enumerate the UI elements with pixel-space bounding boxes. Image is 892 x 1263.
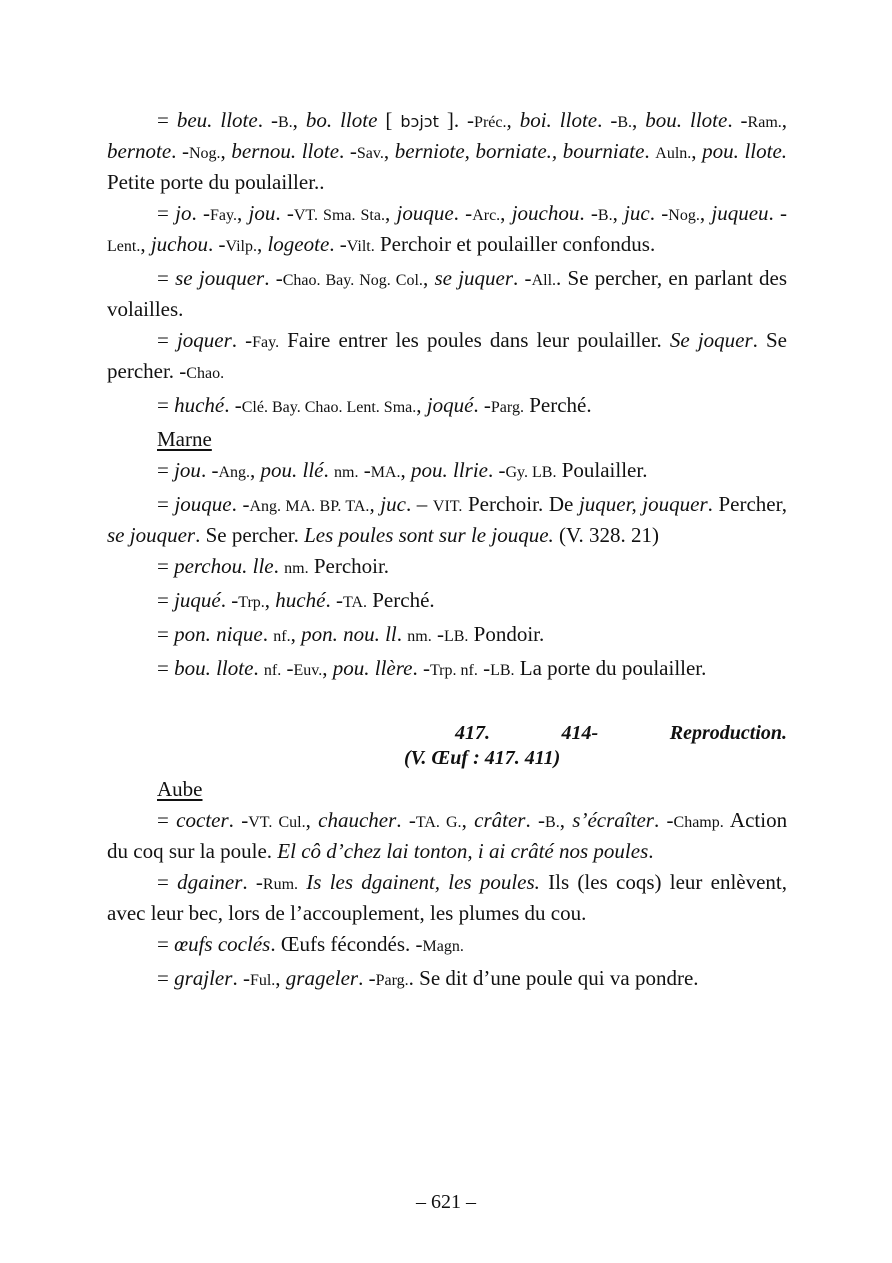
locality-abbr: LB.: [443, 628, 469, 645]
dialect-word: huché: [275, 588, 326, 612]
locality-abbr: Fay.: [210, 207, 237, 224]
text: ,: [290, 622, 302, 646]
text: . -: [207, 232, 226, 256]
text: ,: [559, 808, 573, 832]
text: . -: [231, 328, 253, 352]
section-title-reference: (V. Œuf : 417. 411): [404, 747, 561, 769]
text: . -: [597, 108, 618, 132]
dialect-word: pon. nou. ll: [301, 622, 397, 646]
text: =: [157, 492, 175, 516]
entry-se-percher: [107, 264, 787, 323]
locality-abbr: VIT.: [432, 498, 463, 515]
entry-poulailler: [107, 456, 787, 487]
entry-dgainer: [107, 868, 787, 927]
grammar-abbr: nm.: [407, 628, 432, 645]
entry-perchoulle: [107, 552, 787, 583]
text: . -: [200, 458, 219, 482]
dialect-word: bernou. llote: [231, 139, 340, 163]
dialect-word: joquer: [176, 328, 232, 352]
heading-marne: Marne: [157, 427, 212, 451]
locality-abbr: Chao.: [186, 365, 225, 382]
text: . -: [487, 458, 506, 482]
locality-abbr: Auln.: [655, 145, 692, 162]
dialect-word: perchou. lle: [174, 554, 274, 578]
locality-abbr: Préc.: [474, 114, 507, 131]
text: =: [157, 108, 177, 132]
dialect-word: bernote: [107, 139, 172, 163]
dialect-word: logeote: [267, 232, 330, 256]
dialect-word: se jouquer: [175, 266, 265, 290]
dialect-word: jo: [175, 201, 192, 225]
example-sentence: El cô d’chez lai tonton, i ai crâté nos poules: [277, 839, 649, 863]
definition: Perchoir. De: [462, 492, 579, 516]
text: . -: [358, 966, 376, 990]
text: =: [157, 966, 175, 990]
locality-abbr: TA.: [342, 594, 367, 611]
text: -: [281, 656, 294, 680]
text: . -: [768, 201, 788, 225]
text: . –: [405, 492, 433, 516]
dialect-word: se juquer: [434, 266, 514, 290]
grammar-abbr: nm.: [334, 464, 359, 481]
dialect-word: pou. llère: [332, 656, 413, 680]
definition: . Œufs fécondés. -: [270, 932, 423, 956]
locality-abbr: Clé. Bay. Chao. Lent. Sma.: [241, 399, 417, 416]
dialect-word: juc: [624, 201, 650, 225]
text: ,: [275, 966, 286, 990]
dialect-word: juqueu: [711, 201, 769, 225]
text: .: [253, 656, 264, 680]
dialect-word: dgainer: [177, 870, 243, 894]
text: ,: [691, 139, 703, 163]
locality-abbr: Magn.: [422, 938, 464, 955]
text: =: [157, 266, 176, 290]
definition: Ils (les coqs) leur enlèvent, avec leur bec, lors de l’accouplement, les plumes du cou.: [107, 870, 788, 925]
text: . -: [325, 588, 343, 612]
text: =: [157, 554, 175, 578]
locality-abbr: LB.: [490, 662, 515, 679]
locality-abbr: Gy. LB.: [505, 464, 557, 481]
text: .: [648, 839, 654, 863]
dialect-word: joqué: [426, 393, 474, 417]
text: -: [358, 458, 371, 482]
locality-abbr: Ram.: [747, 114, 782, 131]
entry-joquer: [107, 326, 787, 388]
text: ,: [400, 458, 411, 482]
text: . -: [453, 201, 473, 225]
definition: Perchoir.: [308, 554, 390, 578]
text: . -: [264, 266, 283, 290]
definition: Perché.: [523, 393, 592, 417]
locality-abbr: Trp. nf.: [429, 662, 478, 679]
text: =: [157, 588, 175, 612]
dialect-word: , boi. llote: [506, 108, 598, 132]
locality-abbr: Vilp.: [225, 238, 257, 255]
locality-abbr: Trp.: [238, 594, 265, 611]
text: -: [477, 656, 491, 680]
locality-abbr: Ang. MA. BP. TA.: [249, 498, 370, 515]
text: .: [262, 622, 274, 646]
entry-perche: [107, 391, 787, 422]
text: . -: [171, 139, 189, 163]
text: ,: [256, 232, 268, 256]
entry-oeufs-cocles: [107, 930, 787, 961]
definition: Poulailler.: [556, 458, 648, 482]
section-number: 417.: [455, 722, 490, 744]
cross-reference: (V. 328. 21): [553, 523, 659, 547]
text: . -: [220, 588, 239, 612]
dialect-word: juquer, jouquer: [578, 492, 708, 516]
dialect-word: s’écraîter: [572, 808, 654, 832]
text: -: [431, 622, 444, 646]
dialect-word: se jouquer: [107, 523, 196, 547]
text: . -: [412, 656, 430, 680]
dialect-word: berniote, borniate., bourniate: [394, 139, 645, 163]
locality-abbr: B.: [545, 814, 560, 831]
text: ,: [322, 656, 333, 680]
text: =: [157, 932, 175, 956]
page-number: – 621 –: [416, 1191, 476, 1213]
locality-abbr: Fay.: [252, 334, 280, 351]
locality-abbr: Parg.: [375, 972, 409, 989]
dialect-word: juchou: [150, 232, 208, 256]
entry-pondoir: [107, 620, 787, 651]
entry-juque: [107, 586, 787, 617]
dialect-word: beu. llote: [176, 108, 258, 132]
text: . -: [329, 232, 347, 256]
entry-jouque: [107, 490, 787, 549]
definition: . Percher,: [707, 492, 788, 516]
text: . -: [525, 808, 546, 832]
text: ,: [781, 108, 788, 132]
dialect-word: jouque: [174, 492, 232, 516]
entry-porte-poulailler: [107, 654, 787, 685]
page-body: [107, 106, 787, 995]
locality-abbr: MA.: [370, 464, 401, 481]
locality-abbr: VT. Cul.: [248, 814, 306, 831]
locality-abbr: Lent.: [107, 238, 141, 255]
text: . -: [473, 393, 491, 417]
definition: Perché.: [367, 588, 435, 612]
dialect-word: jou: [174, 458, 201, 482]
text: . -: [224, 393, 242, 417]
text: =: [157, 656, 175, 680]
text: =: [157, 201, 176, 225]
dialect-word: pou. llrie: [410, 458, 488, 482]
text: ,: [632, 108, 646, 132]
section-title-word: Reproduction.: [669, 722, 788, 744]
text: . -: [232, 966, 250, 990]
locality-abbr: Arc.: [472, 207, 501, 224]
text: . -: [649, 201, 669, 225]
dialect-word: pou. llé: [260, 458, 324, 482]
dialect-word: bou. llote: [174, 656, 254, 680]
dialect-word: jouchou: [511, 201, 580, 225]
locality-abbr: Ang.: [218, 464, 250, 481]
phonetic: bɔjɔt: [400, 112, 439, 131]
definition: Pondoir.: [468, 622, 545, 646]
dialect-word: œufs coclés: [174, 932, 271, 956]
locality-abbr: Rum.: [262, 876, 299, 893]
definition: Petite porte du poulailler..: [107, 170, 325, 194]
locality-abbr: B.: [597, 207, 613, 224]
text: .: [644, 139, 656, 163]
text: [: [377, 108, 401, 132]
text: . -: [653, 808, 674, 832]
dialect-word: cocter: [176, 808, 229, 832]
locality-abbr: Nog.: [188, 145, 221, 162]
text: ,: [236, 201, 249, 225]
example-sentence: Les poules sont sur le jouque.: [304, 523, 554, 547]
text: .: [273, 554, 285, 578]
definition: Action du coq sur la poule.: [107, 808, 788, 863]
definition: Faire entrer les poules dans leur poulailler.: [279, 328, 670, 352]
locality-abbr: B.: [277, 114, 293, 131]
text: =: [157, 328, 177, 352]
text: .: [323, 458, 334, 482]
text: . -: [257, 108, 278, 132]
text: . -: [275, 201, 294, 225]
text: ,: [292, 108, 306, 132]
dialect-word: grajler: [174, 966, 233, 990]
dialect-word: Se joquer: [669, 328, 753, 352]
locality-abbr: Champ.: [673, 814, 724, 831]
dialect-word: bo. llote: [305, 108, 378, 132]
text: . -: [579, 201, 598, 225]
text: .: [396, 622, 408, 646]
subsection-number: 414-: [561, 722, 599, 744]
locality-abbr: Euv.: [293, 662, 323, 679]
text: ,: [384, 201, 397, 225]
locality-abbr: Nog.: [668, 207, 700, 224]
text: ,: [250, 458, 261, 482]
text: =: [157, 808, 177, 832]
text: ,: [500, 201, 512, 225]
grammar-abbr: nf.: [263, 662, 282, 679]
text: . -: [727, 108, 748, 132]
locality-abbr: TA. G.: [415, 814, 462, 831]
text: . -: [228, 808, 249, 832]
dialect-word: bou. llote: [645, 108, 728, 132]
definition: La porte du poulailler.: [514, 656, 707, 680]
entry-grajler: [107, 964, 787, 995]
dialect-word: jou: [248, 201, 276, 225]
dialect-word: juqué: [174, 588, 221, 612]
dialect-word: huché: [174, 393, 225, 417]
text: . -: [396, 808, 416, 832]
text: ,: [612, 201, 625, 225]
text: ,: [461, 808, 475, 832]
text: . -: [191, 201, 210, 225]
locality-abbr: Parg.: [490, 399, 524, 416]
grammar-abbr: nf.: [273, 628, 291, 645]
section-title-line1: [107, 721, 787, 746]
definition: . Se percher. -: [107, 328, 788, 383]
text: =: [157, 458, 175, 482]
dialect-word: crâter: [474, 808, 526, 832]
text: =: [157, 622, 175, 646]
dialect-word: pou. llote.: [702, 139, 788, 163]
locality-abbr: VT. Sma. Sta.: [293, 207, 385, 224]
text: ,: [422, 266, 435, 290]
text: =: [157, 393, 175, 417]
example-sentence: Is les dgainent, les poules.: [306, 870, 540, 894]
text: ]. -: [438, 108, 475, 132]
locality-abbr: All.: [531, 272, 557, 289]
entry-perchoir: [107, 199, 787, 261]
text: ,: [220, 139, 232, 163]
definition: . Se dit d’une poule qui va pondre.: [408, 966, 699, 990]
locality-abbr: Chao. Bay. Nog. Col.: [282, 272, 423, 289]
entry-cocter: [107, 806, 787, 865]
text: ,: [305, 808, 319, 832]
text: ,: [383, 139, 395, 163]
text: . -: [339, 139, 357, 163]
text: ,: [140, 232, 151, 256]
definition: . Se percher, en parlant des volailles.: [107, 266, 788, 321]
locality-abbr: Ful.: [249, 972, 276, 989]
entry-poulailler-door: [107, 106, 787, 196]
dialect-word: chaucher: [318, 808, 397, 832]
locality-abbr: Sav.: [356, 145, 384, 162]
locality-abbr: B.: [617, 114, 633, 131]
text: =: [157, 870, 178, 894]
dialect-word: jouque: [396, 201, 454, 225]
locality-abbr: Vilt.: [346, 238, 375, 255]
dialect-word: pon. nique: [174, 622, 263, 646]
heading-aube: Aube: [157, 777, 203, 801]
dialect-word: grageler: [285, 966, 359, 990]
text: ,: [416, 393, 427, 417]
text: ,: [699, 201, 712, 225]
section-title: [107, 721, 787, 771]
text: . -: [231, 492, 250, 516]
text: . -: [513, 266, 532, 290]
text: ,: [264, 588, 276, 612]
definition: Perchoir et poulailler confondus.: [374, 232, 656, 256]
grammar-abbr: nm.: [284, 560, 309, 577]
text: . -: [242, 870, 263, 894]
dialect-word: , juc: [369, 492, 406, 516]
definition: . Se percher.: [195, 523, 305, 547]
